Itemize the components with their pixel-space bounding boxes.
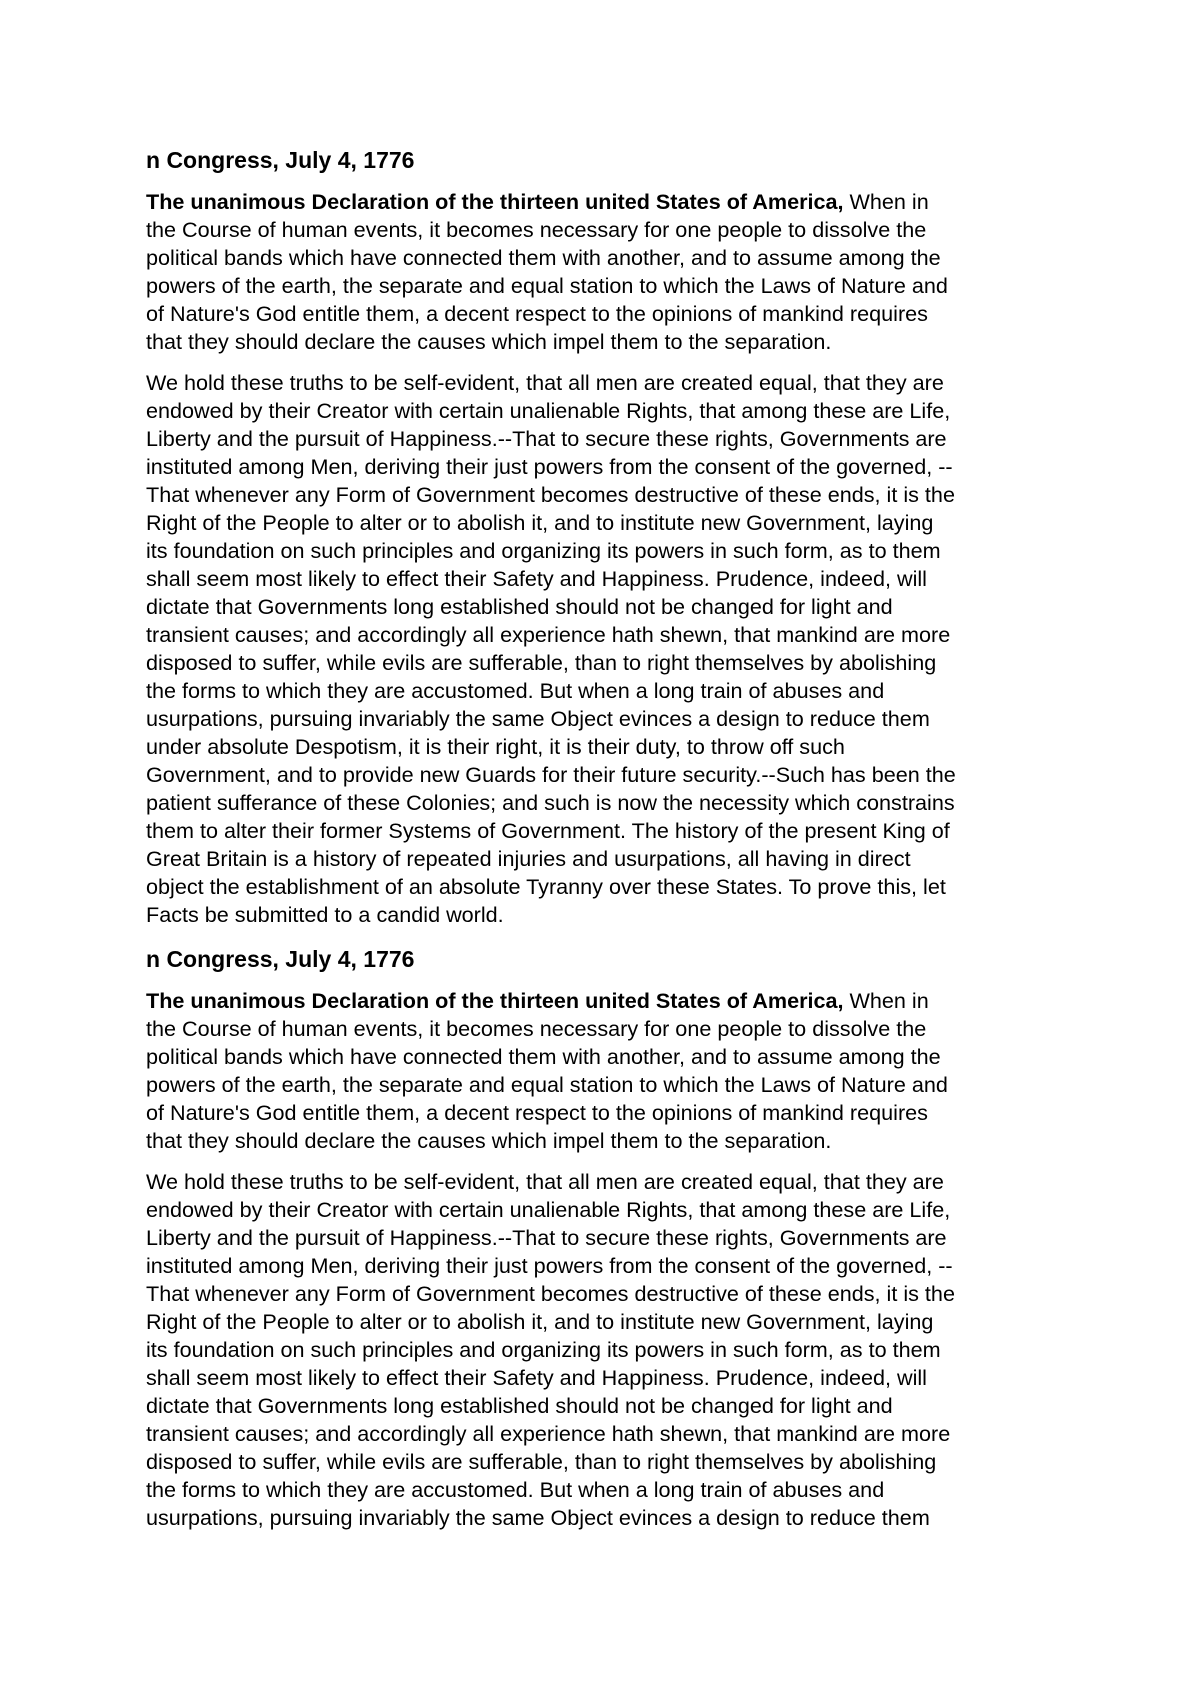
text-line: them to alter their former Systems of Government. The history of the present King of bbox=[146, 818, 950, 843]
section-heading: n Congress, July 4, 1776 bbox=[146, 946, 415, 972]
text-line: object the establishment of an absolute Tyranny over these States. To prove this, let bbox=[146, 874, 946, 899]
text-line: Great Britain is a history of repeated injuries and usurpations, all having in direct bbox=[146, 846, 911, 871]
text-line: of Nature's God entitle them, a decent respect to the opinions of mankind requires bbox=[146, 301, 928, 326]
text-line: usurpations, pursuing invariably the same Object evinces a design to reduce them bbox=[146, 1505, 930, 1530]
text-line: instituted among Men, deriving their just powers from the consent of the governed, -- bbox=[146, 454, 953, 479]
text-line: the forms to which they are accustomed. But when a long train of abuses and bbox=[146, 678, 885, 703]
text-line: dictate that Governments long established should not be changed for light and bbox=[146, 1393, 893, 1418]
text-line: instituted among Men, deriving their just powers from the consent of the governed, -- bbox=[146, 1253, 953, 1278]
intro-first-line-rest: When in bbox=[843, 189, 929, 214]
intro-paragraph bbox=[146, 987, 1066, 1155]
intro-first-line bbox=[146, 987, 1066, 1015]
text-line: endowed by their Creator with certain unalienable Rights, that among these are Life, bbox=[146, 1197, 951, 1222]
text-line: We hold these truths to be self-evident, that all men are created equal, that they are bbox=[146, 1169, 944, 1194]
text-line: endowed by their Creator with certain unalienable Rights, that among these are Life, bbox=[146, 398, 951, 423]
intro-first-line bbox=[146, 188, 1066, 216]
intro-lead: The unanimous Declaration of the thirteen united States of America, bbox=[146, 189, 844, 214]
text-line: Government, and to provide new Guards for their future security.--Such has been the bbox=[146, 762, 956, 787]
text-line: disposed to suffer, while evils are sufferable, than to right themselves by abolishing bbox=[146, 650, 937, 675]
text-line: the Course of human events, it becomes necessary for one people to dissolve the bbox=[146, 1016, 927, 1041]
intro-paragraph bbox=[146, 188, 1066, 356]
document-section bbox=[146, 945, 1066, 1532]
text-line: transient causes; and accordingly all experience hath shewn, that mankind are more bbox=[146, 622, 951, 647]
text-line: We hold these truths to be self-evident, that all men are created equal, that they are bbox=[146, 370, 944, 395]
text-line: usurpations, pursuing invariably the same Object evinces a design to reduce them bbox=[146, 706, 930, 731]
text-line: political bands which have connected them with another, and to assume among the bbox=[146, 245, 941, 270]
text-line: the forms to which they are accustomed. But when a long train of abuses and bbox=[146, 1477, 885, 1502]
body-paragraph bbox=[146, 369, 1066, 929]
intro-lead: The unanimous Declaration of the thirteen united States of America, bbox=[146, 988, 844, 1013]
text-line: shall seem most likely to effect their Safety and Happiness. Prudence, indeed, will bbox=[146, 1365, 927, 1390]
text-line: disposed to suffer, while evils are sufferable, than to right themselves by abolishing bbox=[146, 1449, 937, 1474]
text-line: Liberty and the pursuit of Happiness.--That to secure these rights, Governments are bbox=[146, 1225, 947, 1250]
text-line: shall seem most likely to effect their Safety and Happiness. Prudence, indeed, will bbox=[146, 566, 927, 591]
body-paragraph bbox=[146, 1168, 1066, 1532]
text-line: that they should declare the causes which impel them to the separation. bbox=[146, 1128, 832, 1153]
text-line: under absolute Despotism, it is their right, it is their duty, to throw off such bbox=[146, 734, 845, 759]
text-line: patient sufferance of these Colonies; and such is now the necessity which constrains bbox=[146, 790, 955, 815]
text-line: dictate that Governments long established should not be changed for light and bbox=[146, 594, 893, 619]
text-line: political bands which have connected them with another, and to assume among the bbox=[146, 1044, 941, 1069]
text-line: Liberty and the pursuit of Happiness.--That to secure these rights, Governments are bbox=[146, 426, 947, 451]
text-line: its foundation on such principles and organizing its powers in such form, as to them bbox=[146, 1337, 941, 1362]
text-line: Right of the People to alter or to abolish it, and to institute new Government, laying bbox=[146, 1309, 934, 1334]
text-line: Right of the People to alter or to abolish it, and to institute new Government, laying bbox=[146, 510, 934, 535]
text-line: That whenever any Form of Government becomes destructive of these ends, it is the bbox=[146, 482, 955, 507]
text-line: transient causes; and accordingly all experience hath shewn, that mankind are more bbox=[146, 1421, 951, 1446]
document-body bbox=[146, 130, 1066, 1545]
text-line: powers of the earth, the separate and equal station to which the Laws of Nature and bbox=[146, 273, 948, 298]
section-heading: n Congress, July 4, 1776 bbox=[146, 147, 415, 173]
text-line: that they should declare the causes which impel them to the separation. bbox=[146, 329, 832, 354]
intro-first-line-rest: When in bbox=[843, 988, 929, 1013]
document-section bbox=[146, 146, 1066, 929]
text-line: the Course of human events, it becomes necessary for one people to dissolve the bbox=[146, 217, 927, 242]
text-line: powers of the earth, the separate and equal station to which the Laws of Nature and bbox=[146, 1072, 948, 1097]
text-line: its foundation on such principles and organizing its powers in such form, as to them bbox=[146, 538, 941, 563]
text-line: Facts be submitted to a candid world. bbox=[146, 902, 504, 927]
text-line: of Nature's God entitle them, a decent respect to the opinions of mankind requires bbox=[146, 1100, 928, 1125]
text-line: That whenever any Form of Government becomes destructive of these ends, it is the bbox=[146, 1281, 955, 1306]
